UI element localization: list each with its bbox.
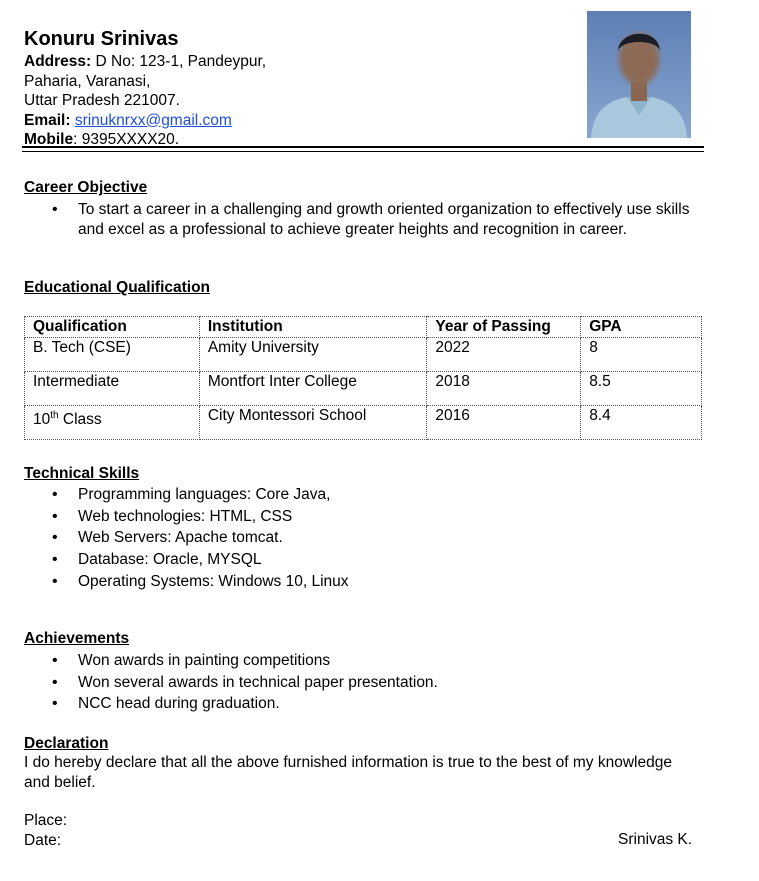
list-item: • Web technologies: HTML, CSS	[52, 506, 702, 528]
declaration-text: I do hereby declare that all the above furnished information is true to the best of my knowledge and belief.	[24, 754, 672, 791]
table-header-row	[25, 317, 702, 338]
cell-year: 2016	[427, 406, 581, 440]
career-objective-list	[52, 200, 702, 239]
signature: Srinivas K.	[618, 831, 693, 848]
table-row	[25, 338, 702, 372]
list-item: • Operating Systems: Windows 10, Linux	[52, 571, 702, 593]
list-item: • Programming languages: Core Java,	[52, 484, 702, 506]
mobile-number: : 9395XXXX20.	[73, 131, 180, 148]
cell-gpa: 8	[581, 338, 702, 372]
list-item: • NCC head during graduation.	[52, 693, 702, 715]
candidate-name: Konuru Srinivas	[24, 28, 179, 50]
place-label: Place:	[24, 812, 68, 829]
mobile-label: Mobile	[24, 131, 74, 148]
address-line-3: Uttar Pradesh 221007.	[24, 92, 180, 109]
cell-institution: Montfort Inter College	[199, 372, 427, 406]
list-item: • Web Servers: Apache tomcat.	[52, 527, 702, 549]
achievements-heading: Achievements	[24, 630, 130, 647]
table-row	[25, 406, 702, 440]
career-objective-item: • To start a career in a challenging and growth oriented organization to effectively use skills and excel as a professional to achieve greater heights and recognition in career.	[52, 200, 702, 239]
date-label: Date:	[24, 831, 62, 849]
header-divider-thin	[22, 151, 704, 152]
list-item: • Database: Oracle, MYSQL	[52, 549, 702, 571]
address-label: Address:	[24, 53, 92, 70]
email-line	[24, 111, 266, 131]
profile-photo	[587, 11, 691, 138]
email-link[interactable]: srinuknrxx@gmail.com	[74, 111, 232, 129]
cell-institution: Amity University	[199, 338, 427, 372]
cell-gpa: 8.5	[581, 372, 702, 406]
list-item: • Won several awards in technical paper presentation.	[52, 672, 702, 694]
cell-institution: City Montessori School	[199, 406, 427, 440]
table-row	[25, 372, 702, 406]
column-year: Year of Passing	[427, 317, 581, 338]
cell-qualification: B. Tech (CSE)	[25, 338, 200, 372]
header-divider-thick	[22, 146, 704, 148]
education-table	[24, 316, 702, 440]
email-label: Email:	[24, 111, 71, 129]
contact-block	[24, 52, 266, 150]
cell-qualification: 10th Class	[25, 406, 200, 440]
technical-skills-heading: Technical Skills	[24, 465, 140, 482]
column-institution: Institution	[199, 317, 427, 338]
technical-skills-list	[52, 484, 702, 593]
address-line-2: Paharia, Varanasi,	[24, 72, 151, 90]
achievements-list	[52, 650, 702, 715]
cell-gpa: 8.4	[581, 406, 702, 440]
cell-year: 2018	[427, 372, 581, 406]
list-item: • Won awards in painting competitions	[52, 650, 702, 672]
column-gpa: GPA	[581, 317, 702, 338]
column-qualification: Qualification	[25, 317, 200, 338]
address-line-1: Address: D No: 123-1, Pandeypur,	[24, 53, 267, 70]
place-date-block	[24, 811, 67, 850]
cell-year: 2022	[427, 338, 581, 372]
declaration-heading: Declaration	[24, 735, 109, 752]
career-objective-heading: Career Objective	[24, 179, 148, 196]
profile-photo-image	[587, 11, 691, 138]
education-heading: Educational Qualification	[24, 279, 211, 296]
cell-qualification: Intermediate	[25, 372, 200, 406]
